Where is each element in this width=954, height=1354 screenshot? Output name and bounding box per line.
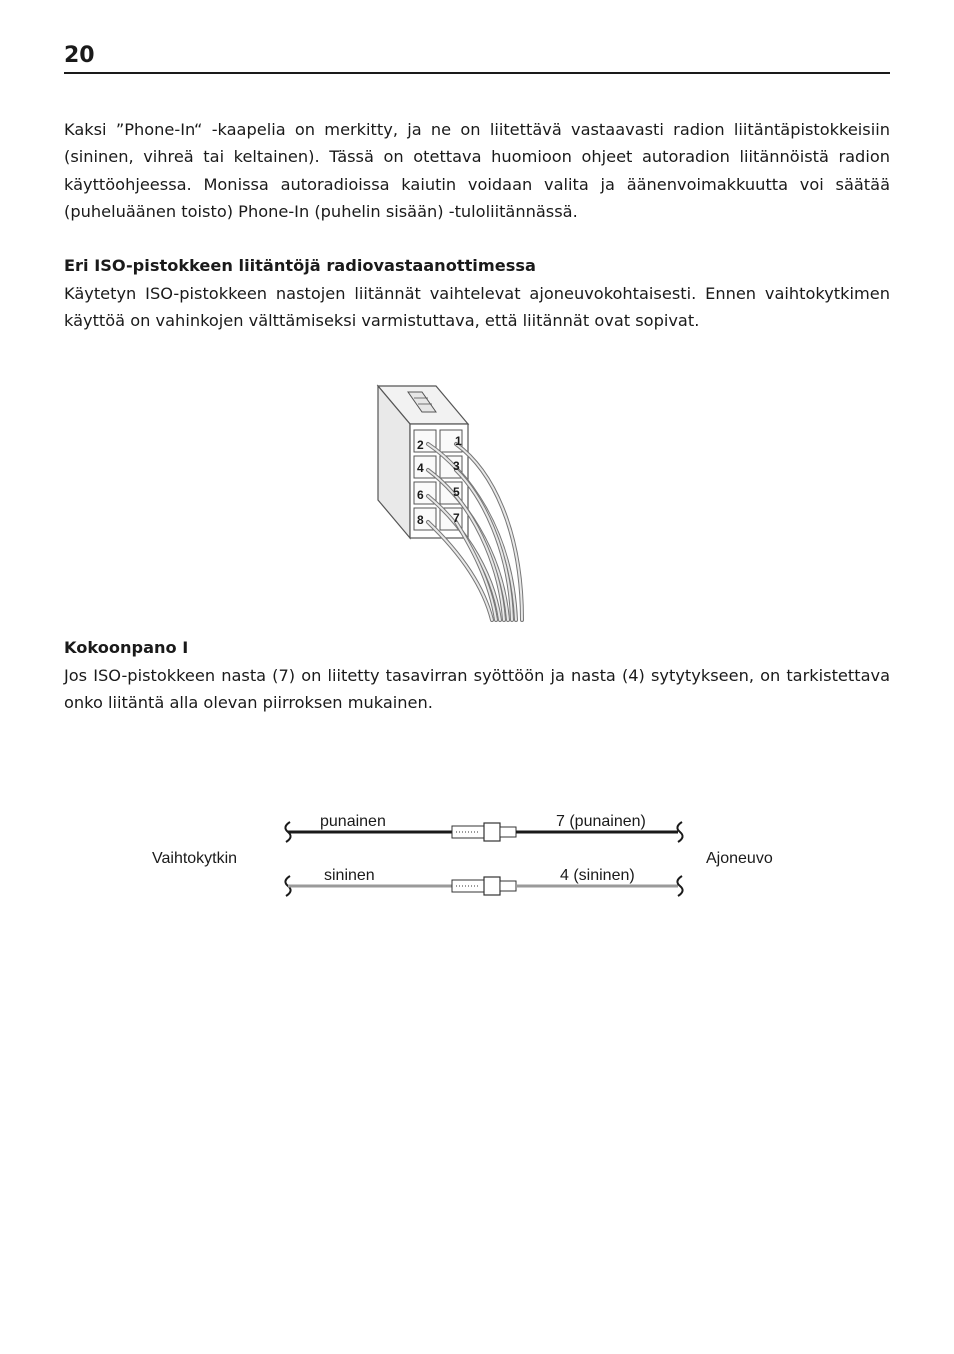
assembly-section-text: Jos ISO-pistokkeen nasta (7) on liitetty tasavirran syöttöön ja nasta (4) sytytykseen, on tarkistettava onko liitäntä alla olevan piirroksen mukainen. (64, 666, 890, 713)
assembly-section-heading: Kokoonpano I (64, 638, 189, 657)
wiring-diagram-illustration (140, 800, 820, 910)
pin-label-3: 3 (453, 459, 460, 473)
wire-blue-right-label: 4 (sininen) (560, 867, 635, 884)
wiring-diagram (140, 800, 820, 910)
wire-break-right-icon (677, 822, 682, 842)
wire-red-right-label: 7 (punainen) (556, 813, 646, 830)
pin-label-1: 1 (455, 434, 462, 448)
wire-blue (285, 867, 682, 896)
pin-label-5: 5 (453, 485, 460, 499)
wire-red-left-label: punainen (320, 813, 386, 830)
iso-connector-figure (372, 380, 532, 624)
pin-label-7: 7 (453, 511, 460, 525)
page-number: 20 (64, 43, 95, 68)
header-rule (64, 72, 890, 74)
vehicle-label: Ajoneuvo (706, 850, 773, 867)
switch-label: Vaihtokytkin (152, 850, 238, 867)
wire-red (285, 813, 682, 842)
wire-blue-left-label: sininen (324, 867, 375, 884)
wire-break-right-icon (677, 876, 682, 896)
pin-label-6: 6 (417, 488, 424, 502)
iso-section-text: Käytetyn ISO-pistokkeen nastojen liitännät vaihtelevat ajoneuvokohtaisesti. Ennen vaihtokytkimen käyttöä on vahinkojen välttämiseksi varmistuttava, että liitännät ovat sopivat. (64, 284, 890, 331)
pin-label-4: 4 (417, 461, 424, 475)
pin-label-8: 8 (417, 513, 424, 527)
iso-section-heading: Eri ISO-pistokkeen liitäntöjä radiovastaanottimessa (64, 256, 536, 275)
iso-connector-illustration (372, 380, 532, 624)
intro-paragraph: Kaksi ”Phone-In“ -kaapelia on merkitty, ja ne on liitettävä vastaavasti radion liitäntäpistokkeisiin (sininen, vihreä tai keltainen). Tässä on otettava huomioon ohjeet autoradion liitännöistä radion käyttöohjeessa. Monissa autoradioissa kaiutin voidaan valita ja äänenvoimakkuutta voi säätää (puheluäänen toisto) Phone-In (puhelin sisään) -tuloliitännässä. (64, 120, 890, 221)
pin-label-2: 2 (417, 438, 424, 452)
